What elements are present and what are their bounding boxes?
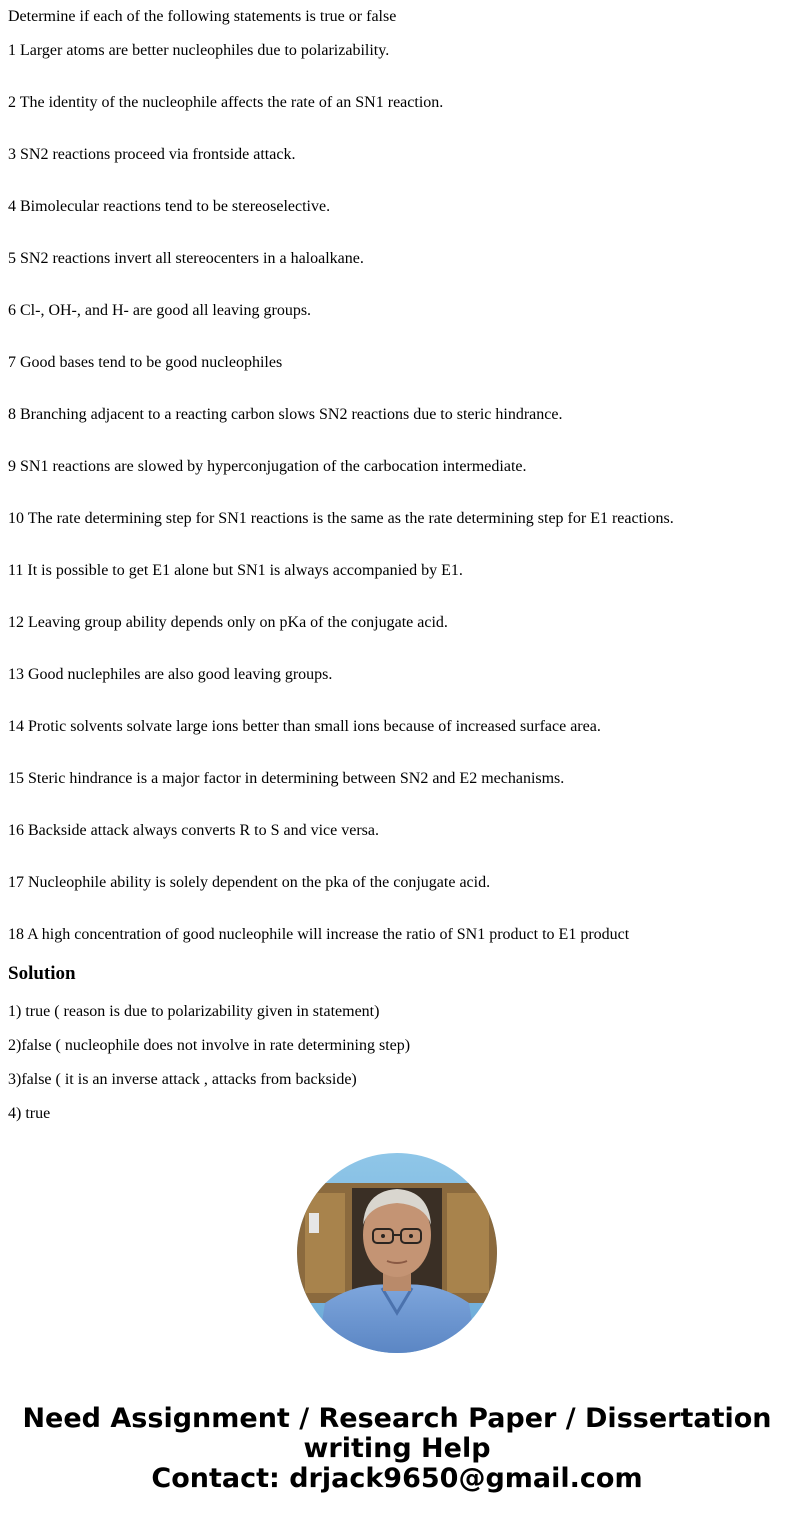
statement-4: 4 Bimolecular reactions tend to be stereoselective. xyxy=(8,198,331,215)
answer-2: 2)false ( nucleophile does not involve in rate determining step) xyxy=(8,1037,411,1054)
statement-14: 14 Protic solvents solvate large ions better than small ions because of increased surface area. xyxy=(8,718,601,735)
statement-8: 8 Branching adjacent to a reacting carbon slows SN2 reactions due to steric hindrance. xyxy=(8,406,563,423)
answer-3: 3)false ( it is an inverse attack , attacks from backside) xyxy=(8,1071,357,1088)
statement-10: 10 The rate determining step for SN1 reactions is the same as the rate determining step for E1 reactions. xyxy=(8,510,674,527)
question-intro: Determine if each of the following statements is true or false xyxy=(8,8,397,25)
answer-1: 1) true ( reason is due to polarizability given in statement) xyxy=(8,1003,380,1020)
promo-line-2: writing Help xyxy=(303,1433,491,1464)
statement-3: 3 SN2 reactions proceed via frontside attack. xyxy=(8,146,296,163)
statement-18: 18 A high concentration of good nucleophile will increase the ratio of SN1 product to E1 product xyxy=(8,926,630,943)
statement-2: 2 The identity of the nucleophile affects the rate of an SN1 reaction. xyxy=(8,94,444,111)
statement-1: 1 Larger atoms are better nucleophiles due to polarizability. xyxy=(8,42,390,59)
statement-13: 13 Good nuclephiles are also good leaving groups. xyxy=(8,666,333,683)
statement-9: 9 SN1 reactions are slowed by hyperconjugation of the carbocation intermediate. xyxy=(8,458,527,475)
statement-16: 16 Backside attack always converts R to S and vice versa. xyxy=(8,822,379,839)
statement-5: 5 SN2 reactions invert all stereocenters in a haloalkane. xyxy=(8,250,364,267)
statement-6: 6 Cl-, OH-, and H- are good all leaving groups. xyxy=(8,302,312,319)
statement-11: 11 It is possible to get E1 alone but SN1 is always accompanied by E1. xyxy=(8,562,463,579)
statement-7: 7 Good bases tend to be good nucleophiles xyxy=(8,354,283,371)
promo-contact: Contact: drjack9650@gmail.com xyxy=(151,1463,643,1494)
answer-4: 4) true xyxy=(8,1105,51,1122)
statement-15: 15 Steric hindrance is a major factor in determining between SN2 and E2 mechanisms. xyxy=(8,770,565,787)
statement-12: 12 Leaving group ability depends only on pKa of the conjugate acid. xyxy=(8,614,448,631)
promo-banner xyxy=(0,1404,794,1494)
promo-line-1: Need Assignment / Research Paper / Dissertation xyxy=(22,1403,772,1434)
solution-heading: Solution xyxy=(8,963,76,984)
author-portrait-image xyxy=(297,1153,497,1353)
author-photo xyxy=(297,1153,497,1353)
statement-17: 17 Nucleophile ability is solely dependent on the pka of the conjugate acid. xyxy=(8,874,491,891)
